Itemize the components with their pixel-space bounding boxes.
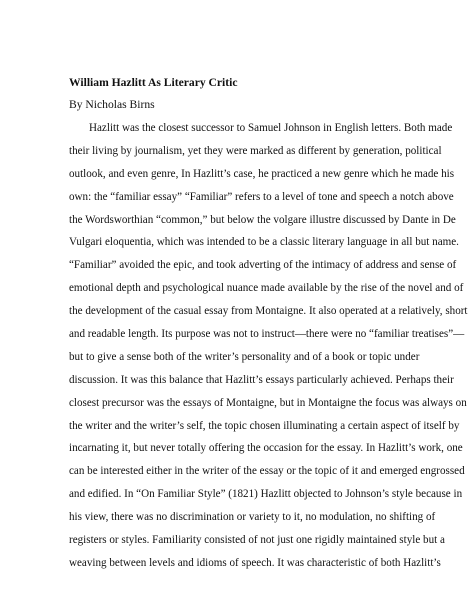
text-line: outlook, and even genre, In Hazlitt’s case, he practiced a new genre which he made his <box>69 167 455 180</box>
text-line: incarnating it, but never totally offering the occasion for the essay. In Hazlitt’s work, one <box>69 442 463 455</box>
text-line: weaving between levels and idioms of speech. It was characteristic of both Hazlitt’s <box>69 556 441 569</box>
text-line: and edified. In “On Familiar Style” (1821) Hazlitt objected to Johnson’s style because in <box>69 488 463 501</box>
author-byline: By Nicholas Birns <box>69 98 155 111</box>
text-line: can be interested either in the writer of the essay or the topic of it and emerged engrossed <box>69 465 465 478</box>
text-line: their living by journalism, yet they were marked as different by generation, political <box>69 144 442 157</box>
text-line: the writer and the writer’s self, the topic chosen illuminating a certain aspect of itself by <box>69 419 460 432</box>
document-title: William Hazlitt As Literary Critic <box>69 76 238 89</box>
text-line: registers or styles. Familiarity consisted of not just one rigidly maintained style but a <box>69 534 445 547</box>
text-line: the Wordsworthian “common,” but below the volgare illustre discussed by Dante in De <box>69 213 456 226</box>
text-line: emotional depth and psychological nuance made available by the rise of the novel and of <box>69 282 464 295</box>
text-line: and readable length. Its purpose was not to instruct—there were no “familiar treatises”— <box>69 328 465 341</box>
text-line: discussion. It was this balance that Hazlitt’s essays particularly achieved. Perhaps their <box>69 373 454 386</box>
text-line: “Familiar” avoided the epic, and took adverting of the intimacy of address and sense of <box>69 259 457 272</box>
text-line: own: the “familiar essay” “Familiar” refers to a level of tone and speech a notch above <box>69 190 454 203</box>
text-line: the development of the casual essay from Montaigne. It also operated at a relatively, short <box>69 305 468 318</box>
text-line: but to give a sense both of the writer’s personality and of a book or topic under <box>69 350 420 363</box>
text-line: Vulgari eloquentia, which was intended to be a classic literary language in all but name. <box>69 236 459 249</box>
text-line: closest precursor was the essays of Montaigne, but in Montaigne the focus was always on <box>69 396 467 409</box>
text-line: his view, there was no discrimination or variety to it, no modulation, no shifting of <box>69 511 436 524</box>
text-line: Hazlitt was the closest successor to Samuel Johnson in English letters. Both made <box>89 122 453 134</box>
body-paragraph <box>69 121 468 579</box>
